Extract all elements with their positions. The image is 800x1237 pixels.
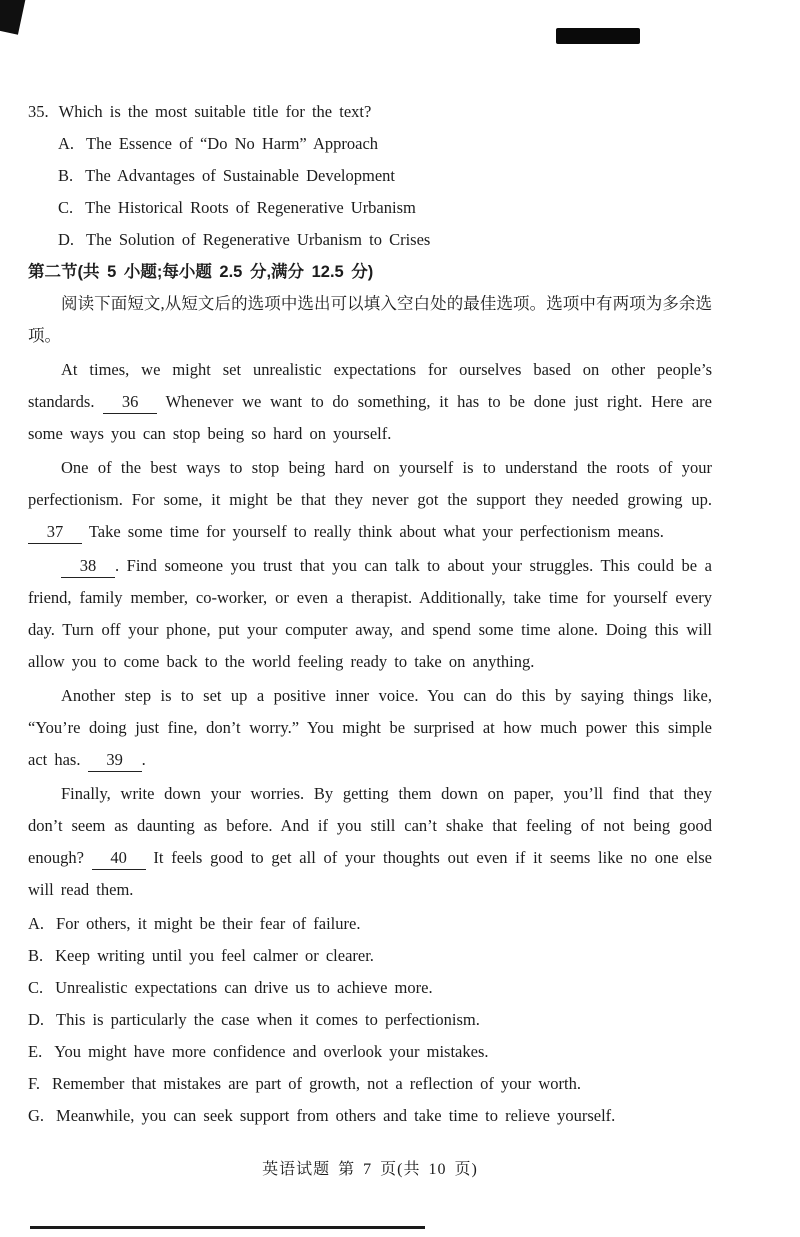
option-row-a bbox=[28, 128, 712, 160]
blank-36: 36 bbox=[103, 391, 157, 414]
choices-list bbox=[28, 908, 712, 1132]
passage-paragraph-1 bbox=[28, 354, 712, 450]
text-segment: Another step is to set up a positive inner voice. You can do this by saying things like, “You’re doing just fine, don’t worry.” You might be surprised at how much power this simple act has. bbox=[28, 686, 712, 769]
text-segment: It feels good to get all of your thoughts out even if it seems like no one else will read them. bbox=[28, 848, 712, 899]
choice-text: Remember that mistakes are part of growth, not a reflection of your worth. bbox=[51, 1074, 581, 1093]
choice-text: You might have more confidence and overlook your mistakes. bbox=[54, 1042, 489, 1061]
choice-label: F. bbox=[28, 1074, 40, 1093]
question-35-options bbox=[28, 128, 712, 256]
choice-label: C. bbox=[28, 978, 44, 997]
option-label: B. bbox=[58, 166, 74, 185]
scan-mark-bottom-line bbox=[30, 1226, 425, 1229]
choice-label: G. bbox=[28, 1106, 45, 1125]
choice-row-d bbox=[28, 1004, 712, 1036]
passage bbox=[28, 354, 712, 906]
choice-row-e bbox=[28, 1036, 712, 1068]
passage-paragraph-2 bbox=[28, 452, 712, 548]
choice-label: E. bbox=[28, 1042, 43, 1061]
text-segment: Whenever we want to do something, it has to be done just right. Here are some ways you can stop being so hard on yourself. bbox=[28, 392, 712, 443]
option-text: The Advantages of Sustainable Development bbox=[85, 166, 395, 185]
blank-39: 39 bbox=[88, 749, 142, 772]
passage-paragraph-3 bbox=[28, 550, 712, 678]
question-35-text: Which is the most suitable title for the text? bbox=[58, 102, 372, 121]
text-segment: . bbox=[141, 750, 146, 769]
question-35-number: 35. bbox=[28, 102, 49, 121]
choice-label: A. bbox=[28, 914, 45, 933]
choice-text: This is particularly the case when it comes to perfectionism. bbox=[56, 1010, 480, 1029]
option-text: The Solution of Regenerative Urbanism to Crises bbox=[86, 230, 431, 249]
choice-label: D. bbox=[28, 1010, 45, 1029]
option-text: The Essence of “Do No Harm” Approach bbox=[86, 134, 379, 153]
blank-38: 38 bbox=[61, 555, 115, 578]
blank-40: 40 bbox=[92, 847, 146, 870]
option-row-c bbox=[28, 192, 712, 224]
page-footer: 英语试题 第 7 页(共 10 页) bbox=[262, 1161, 478, 1178]
text-segment: Finally, write down your worries. By getting them down on paper, you’ll find that they don’t seem as daunting as before. And if you still can’t shake that feeling of not being good enough? bbox=[28, 784, 712, 867]
option-label: D. bbox=[58, 230, 75, 249]
choice-text: Unrealistic expectations can drive us to achieve more. bbox=[55, 978, 433, 997]
choice-row-f bbox=[28, 1068, 712, 1100]
section-heading: 第二节(共 5 小题;每小题 2.5 分,满分 12.5 分) bbox=[28, 263, 374, 281]
choice-label: B. bbox=[28, 946, 44, 965]
choice-row-a bbox=[28, 908, 712, 940]
option-row-b bbox=[28, 160, 712, 192]
choice-text: Meanwhile, you can seek support from others and take time to relieve yourself. bbox=[56, 1106, 616, 1125]
text-segment: One of the best ways to stop being hard on yourself is to understand the roots of your perfectionism. For some, it might be that they never got the support they needed growing up. bbox=[28, 458, 712, 509]
choice-text: For others, it might be their fear of failure. bbox=[56, 914, 361, 933]
text-segment: Take some time for yourself to really think about what your perfectionism means. bbox=[82, 522, 664, 541]
option-label: A. bbox=[58, 134, 75, 153]
option-row-d bbox=[28, 224, 712, 256]
text-segment: At times, we might set unrealistic expectations for ourselves based on other people’s standards. bbox=[28, 360, 712, 411]
passage-paragraph-4 bbox=[28, 680, 712, 776]
choice-text: Keep writing until you feel calmer or clearer. bbox=[55, 946, 374, 965]
choice-row-b bbox=[28, 940, 712, 972]
option-label: C. bbox=[58, 198, 74, 217]
section-instructions: 阅读下面短文,从短文后的选项中选出可以填入空白处的最佳选项。选项中有两项为多余选项。 bbox=[28, 294, 712, 345]
blank-37: 37 bbox=[28, 521, 82, 544]
scan-mark-top-bar bbox=[556, 28, 640, 44]
question-35 bbox=[28, 96, 712, 128]
option-text: The Historical Roots of Regenerative Urbanism bbox=[85, 198, 416, 217]
choice-row-c bbox=[28, 972, 712, 1004]
choice-row-g bbox=[28, 1100, 712, 1132]
text-segment: . Find someone you trust that you can talk to about your struggles. This could be a friend, family member, co-worker, or even a therapist. Additionally, take time for yourself every day. Turn off your phone, put your computer away, and spend some time alone. Doing this will allow you to come back to the world feeling ready to take on anything. bbox=[28, 556, 712, 671]
passage-paragraph-5 bbox=[28, 778, 712, 906]
